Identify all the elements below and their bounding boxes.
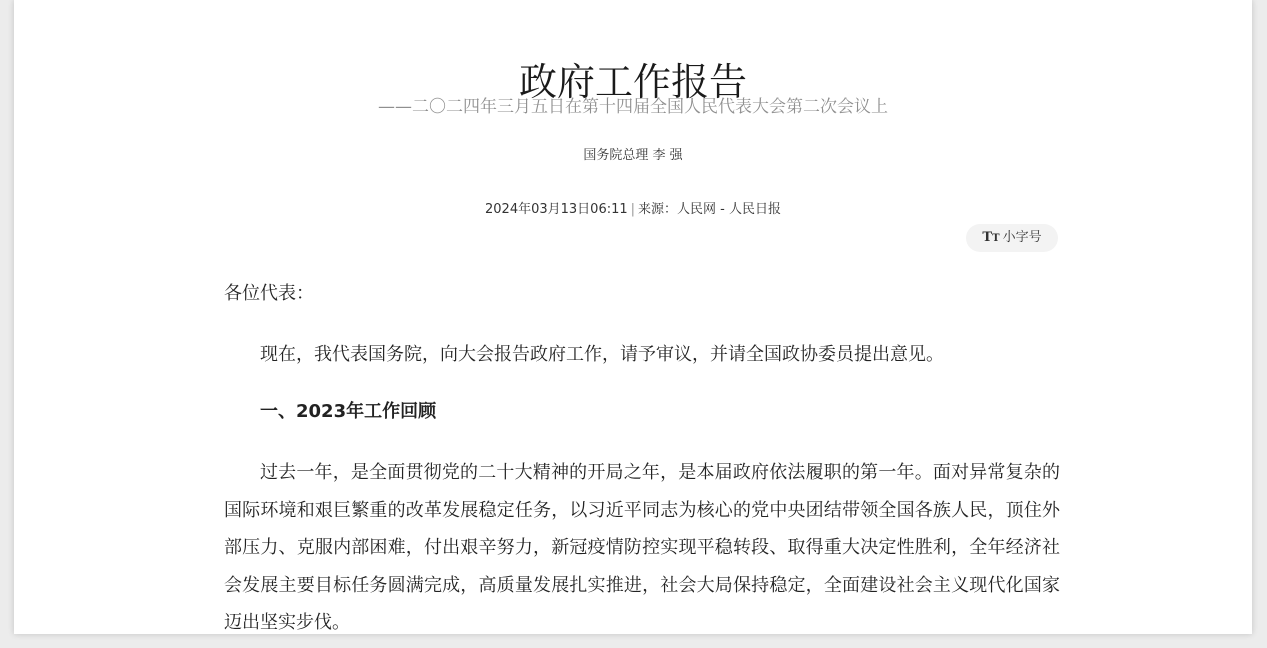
section-heading: 一、2023年工作回顾 bbox=[260, 401, 437, 422]
publish-date: 2024年03月13日06:11 bbox=[485, 202, 628, 217]
paragraph: 现在，我代表国务院，向大会报告政府工作，请予审议，并请全国政协委员提出意见。 bbox=[260, 344, 944, 365]
font-size-icon: TT bbox=[982, 230, 1000, 245]
greeting: 各位代表： bbox=[224, 283, 314, 304]
meta-separator: | bbox=[630, 202, 636, 217]
author-line: 国务院总理 李 强 bbox=[583, 148, 683, 163]
font-size-button[interactable] bbox=[966, 224, 1058, 252]
article-page bbox=[14, 0, 1252, 634]
page-title: 政府工作报告 bbox=[518, 60, 747, 105]
font-size-label: 小字号 bbox=[1002, 230, 1042, 245]
page-subtitle: ——二〇二四年三月五日在第十四届全国人民代表大会第二次会议上 bbox=[378, 97, 888, 117]
paragraph: 过去一年，是全面贯彻党的二十大精神的开局之年，是本届政府依法履职的第一年。面对异常复杂的国际环境和艰巨繁重的改革发展稳定任务，以习近平同志为核心的党中央团结带领全国各族人民，顶住外部压力、克服内部困难，付出艰辛努力，新冠疫情防控实现平稳转段、取得重大决定性胜利，全年经济社会发展主要目标任务圆满完成，高质量发展扎实推进，社会大局保持稳定，全面建设社会主义现代化国家迈出坚实步伐。 bbox=[224, 462, 1060, 633]
source-link[interactable]: 来源：人民网 - 人民日报 bbox=[638, 202, 781, 217]
article-meta bbox=[14, 200, 1252, 220]
